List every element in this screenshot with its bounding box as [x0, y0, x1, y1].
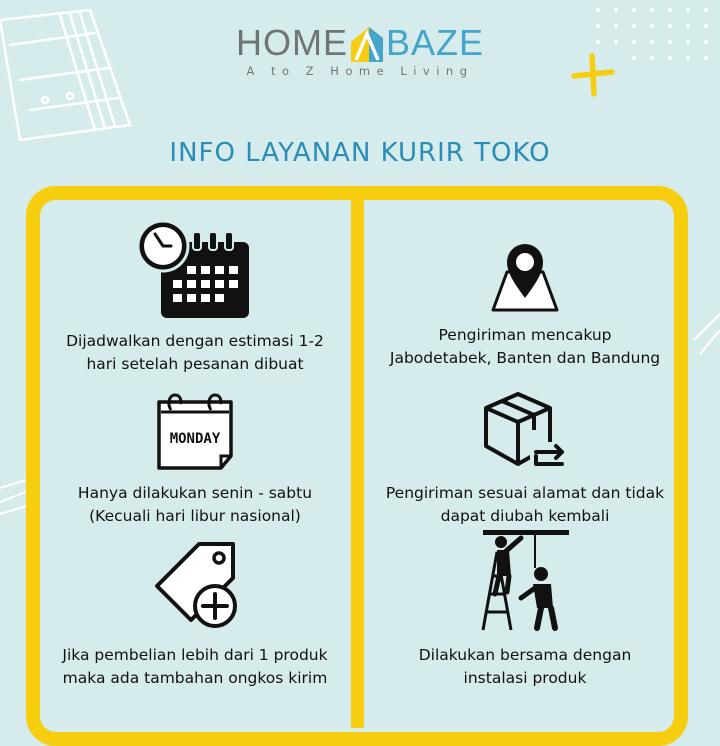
price-tag-plus-icon	[145, 540, 245, 632]
logo-baze-text: BAZE	[385, 22, 485, 63]
info-item-address	[366, 390, 684, 528]
item-text-line: dapat diubah kembali	[440, 507, 610, 525]
location-pin-icon	[485, 236, 565, 316]
item-text-line: maka ada tambahan ongkos kirim	[62, 669, 328, 687]
box-return-icon	[480, 390, 570, 474]
info-item-installation	[366, 528, 684, 690]
item-text-line: Pengiriman mencakup	[438, 326, 612, 344]
calendar-clock-icon	[135, 218, 255, 322]
logo-tagline: A to Z Home Living	[246, 64, 474, 78]
item-text-line: Pengiriman sesuai alamat dan tidak	[385, 484, 665, 502]
brand-logo	[0, 22, 720, 78]
item-text-line: (Kecuali hari libur nasional)	[89, 507, 301, 525]
house-icon	[349, 24, 385, 64]
info-item-coverage	[366, 236, 684, 370]
logo-home-text: HOME	[235, 22, 348, 63]
monday-label: MONDAY	[169, 431, 221, 447]
sketch-lines-decoration-right	[690, 310, 720, 360]
installation-workers-icon	[475, 528, 575, 632]
item-text-line: Hanya dilakukan senin - sabtu	[77, 484, 313, 502]
page-title: INFO LAYANAN KURIR TOKO	[169, 138, 551, 168]
item-text-line: Jabodetabek, Banten dan Bandung	[389, 349, 661, 367]
info-item-days	[40, 390, 350, 528]
column-divider	[351, 198, 364, 728]
item-text-line: Dilakukan bersama dengan	[418, 646, 632, 664]
item-text-line: instalasi produk	[463, 669, 587, 687]
info-item-shipping-cost	[40, 540, 350, 690]
monday-calendar-icon	[155, 390, 235, 472]
item-text-line: hari setelah pesanan dibuat	[86, 355, 304, 373]
item-text-line: Dijadwalkan dengan estimasi 1-2	[66, 332, 324, 350]
item-text-line: Jika pembelian lebih dari 1 produk	[62, 646, 328, 664]
info-item-schedule	[40, 218, 350, 376]
